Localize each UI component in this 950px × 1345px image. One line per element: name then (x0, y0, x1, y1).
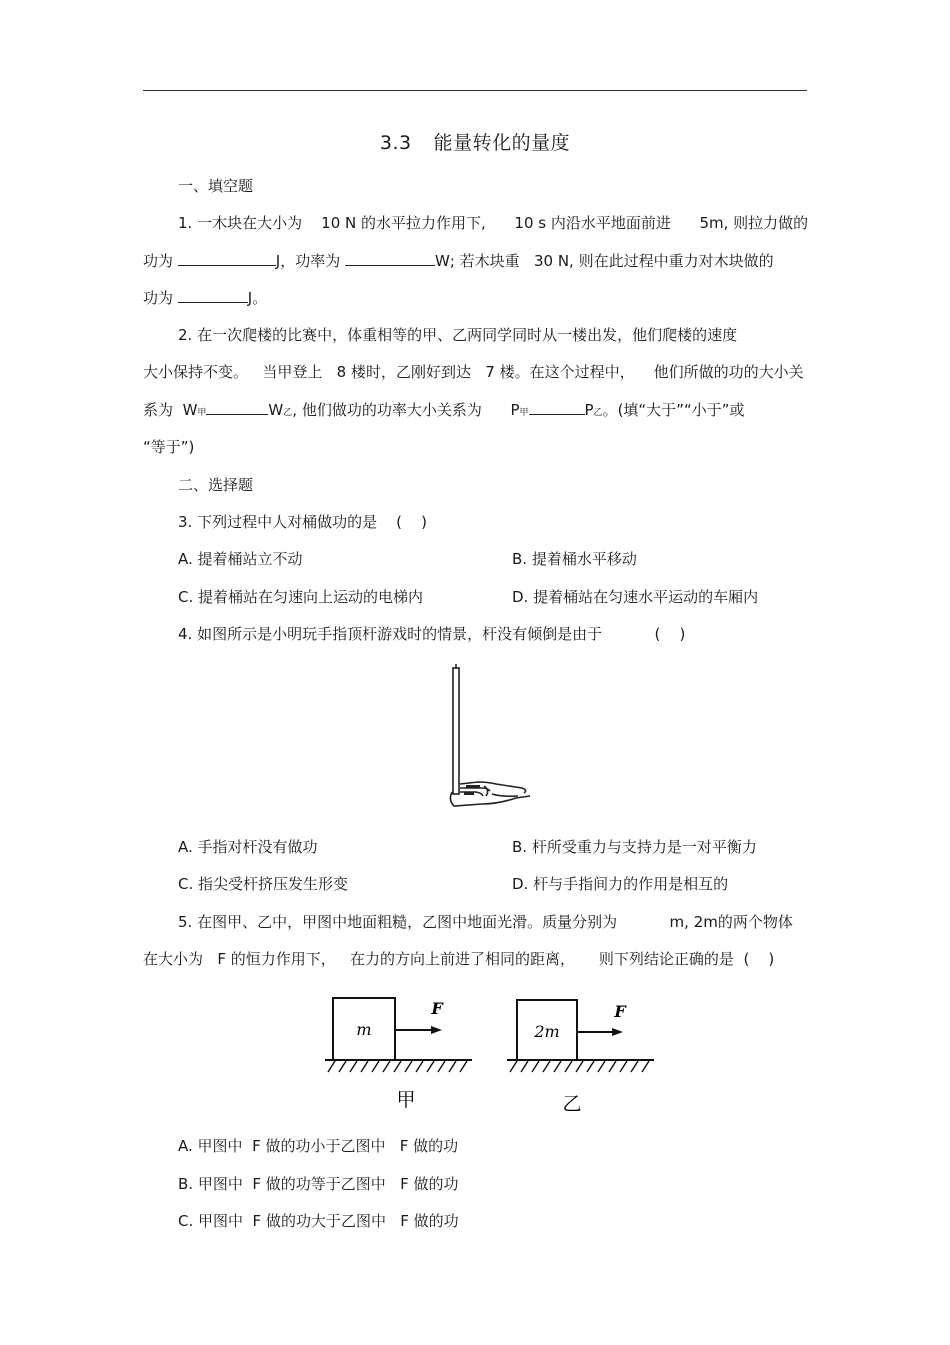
q1-text: J。 (247, 289, 268, 307)
q3-text: 3. 下列过程中人对桶做功的是 (178, 513, 378, 531)
q1-text: W; 若木块重 (435, 252, 520, 270)
subscript: 乙 (593, 408, 603, 418)
ground-hatch (460, 1061, 467, 1072)
q5-option-b[interactable]: B. 甲图中 F 做的功等于乙图中 F 做的功 (178, 1175, 459, 1193)
q4-option-b[interactable]: B. 杆所受重力与支持力是一对平衡力 (512, 838, 757, 856)
q5-option-c[interactable]: C. 甲图中 F 做的功大于乙图中 F 做的功 (178, 1212, 459, 1230)
ground-hatch (361, 1061, 368, 1072)
q1-text: 5m, 则拉力做的 (699, 214, 809, 232)
finger-pole-figure (440, 662, 536, 812)
label-force-left: F (431, 999, 443, 1018)
q2-text: 7 楼。在这个过程中， (485, 363, 635, 381)
q1-text: 10 N 的水平拉力作用下, (321, 214, 486, 232)
symbol-w: W (268, 401, 284, 419)
q2-line2 (143, 362, 804, 382)
section-choice-heading: 二、选择题 (178, 476, 254, 494)
answer-blank-work[interactable] (178, 251, 276, 266)
ground-hatch (427, 1061, 434, 1072)
ground-hatch (510, 1061, 517, 1072)
q2-text: 大小保持不变。 (143, 363, 249, 381)
q2-text: 他们所做的功的大小关 (653, 363, 804, 381)
ground-hatch (576, 1061, 583, 1072)
ground-hatch (521, 1061, 528, 1072)
q1-text: 10 s 内沿水平地面前进 (514, 214, 671, 232)
q4-option-c[interactable]: C. 指尖受杆挤压发生形变 (178, 875, 349, 893)
ground-hatch (394, 1061, 401, 1072)
q5-text: m, 2m的两个物体 (669, 913, 793, 931)
q3-stem (178, 512, 427, 532)
q3-option-b[interactable]: B. 提着桶水平移动 (512, 550, 637, 568)
q1-text: J，功率为 (275, 252, 341, 270)
label-mass-2m: 2m (534, 1022, 560, 1041)
answer-paren[interactable]: ( ) (396, 513, 427, 531)
answer-blank-gravity-work[interactable] (178, 288, 248, 303)
q5-text: 在大小为 (143, 950, 204, 968)
q5-option-a[interactable]: A. 甲图中 F 做的功小于乙图中 F 做的功 (178, 1137, 459, 1155)
q3-option-c[interactable]: C. 提着桶站在匀速向上运动的电梯内 (178, 588, 424, 606)
page-title (0, 128, 950, 155)
answer-blank-work-compare[interactable] (206, 400, 268, 415)
answer-paren[interactable]: ( ) (743, 950, 775, 968)
title-number: 3.3 (379, 132, 412, 154)
ground-hatch (350, 1061, 357, 1072)
ground-hatch (449, 1061, 456, 1072)
subscript: 乙 (283, 408, 293, 418)
ground-hatch (598, 1061, 605, 1072)
ground-hatch (339, 1061, 346, 1072)
q1-line2 (143, 251, 774, 271)
q5-text: 则下列结论正确的是 (598, 950, 734, 968)
q1-line3 (143, 288, 267, 308)
ground-hatch (587, 1061, 594, 1072)
q2-line4: “等于”) (143, 438, 195, 456)
q1-text: 功为 (143, 289, 174, 307)
header-rule (143, 90, 807, 91)
ground-hatch (328, 1061, 335, 1072)
ground-hatch (372, 1061, 379, 1072)
title-text: 能量转化的量度 (433, 132, 571, 154)
ground-hatch (565, 1061, 572, 1072)
ground-hatch (532, 1061, 539, 1072)
hand-outline (450, 792, 530, 806)
q1-line1 (178, 213, 808, 233)
section-fill-heading: 一、填空题 (178, 177, 254, 195)
ground-hatch (631, 1061, 638, 1072)
q3-option-a[interactable]: A. 提着桶站立不动 (178, 550, 303, 568)
q5-line2 (143, 949, 774, 969)
symbol-p: P (510, 401, 520, 419)
q4-text: 4. 如图所示是小明玩手指顶杆游戏时的情景，杆没有倾倒是由于 (178, 625, 603, 643)
ground-hatch (543, 1061, 550, 1072)
answer-blank-power-compare[interactable] (529, 400, 585, 415)
q3-option-d[interactable]: D. 提着桶站在匀速水平运动的车厢内 (512, 588, 759, 606)
ground-hatch (438, 1061, 445, 1072)
q2-text: 。(填“大于”“小于”或 (602, 401, 745, 419)
q2-line3 (143, 400, 745, 423)
q2-text: 系为 (143, 401, 174, 419)
label-force-right: F (614, 1002, 626, 1021)
ground-hatch (642, 1061, 649, 1072)
symbol-p: P (584, 401, 594, 419)
caption-yi: 乙 (562, 1093, 582, 1115)
q2-text: , 他们做功的功率大小关系为 (292, 401, 482, 419)
subscript: 甲 (197, 408, 207, 418)
q5-text: 5. 在图甲、乙中，甲图中地面粗糙，乙图中地面光滑。质量分别为 (178, 913, 618, 931)
ground-hatch (416, 1061, 423, 1072)
q4-option-d[interactable]: D. 杆与手指间力的作用是相互的 (512, 875, 729, 893)
answer-paren[interactable]: ( ) (654, 625, 686, 643)
symbol-w: W (182, 401, 198, 419)
q5-text: F 的恒力作用下， (217, 950, 336, 968)
q2-line1: 2. 在一次爬楼的比赛中，体重相等的甲、乙两同学同时从一楼出发，他们爬楼的速度 (178, 326, 738, 344)
q1-text: 功为 (143, 252, 174, 270)
label-mass-m: m (356, 1020, 372, 1039)
q5-text: 在力的方向上前进了相同的距离， (350, 950, 576, 968)
pole (453, 668, 459, 794)
q5-line1 (178, 912, 793, 932)
ground-hatch (609, 1061, 616, 1072)
ground-hatch (554, 1061, 561, 1072)
q2-text: 8 楼时，乙刚好到达 (336, 363, 471, 381)
q2-text: 当甲登上 (262, 363, 323, 381)
ground-hatch (383, 1061, 390, 1072)
q4-stem (178, 624, 685, 644)
q4-option-a[interactable]: A. 手指对杆没有做功 (178, 838, 318, 856)
force-comparison-figure (320, 990, 660, 1118)
answer-blank-power[interactable] (345, 251, 435, 266)
caption-jia: 甲 (396, 1089, 416, 1111)
subscript: 甲 (519, 408, 529, 418)
ground-hatch (405, 1061, 412, 1072)
q1-text: 1. 一木块在大小为 (178, 214, 303, 232)
q1-text: 30 N, 则在此过程中重力对木块做的 (533, 252, 774, 270)
ground-hatch (620, 1061, 627, 1072)
